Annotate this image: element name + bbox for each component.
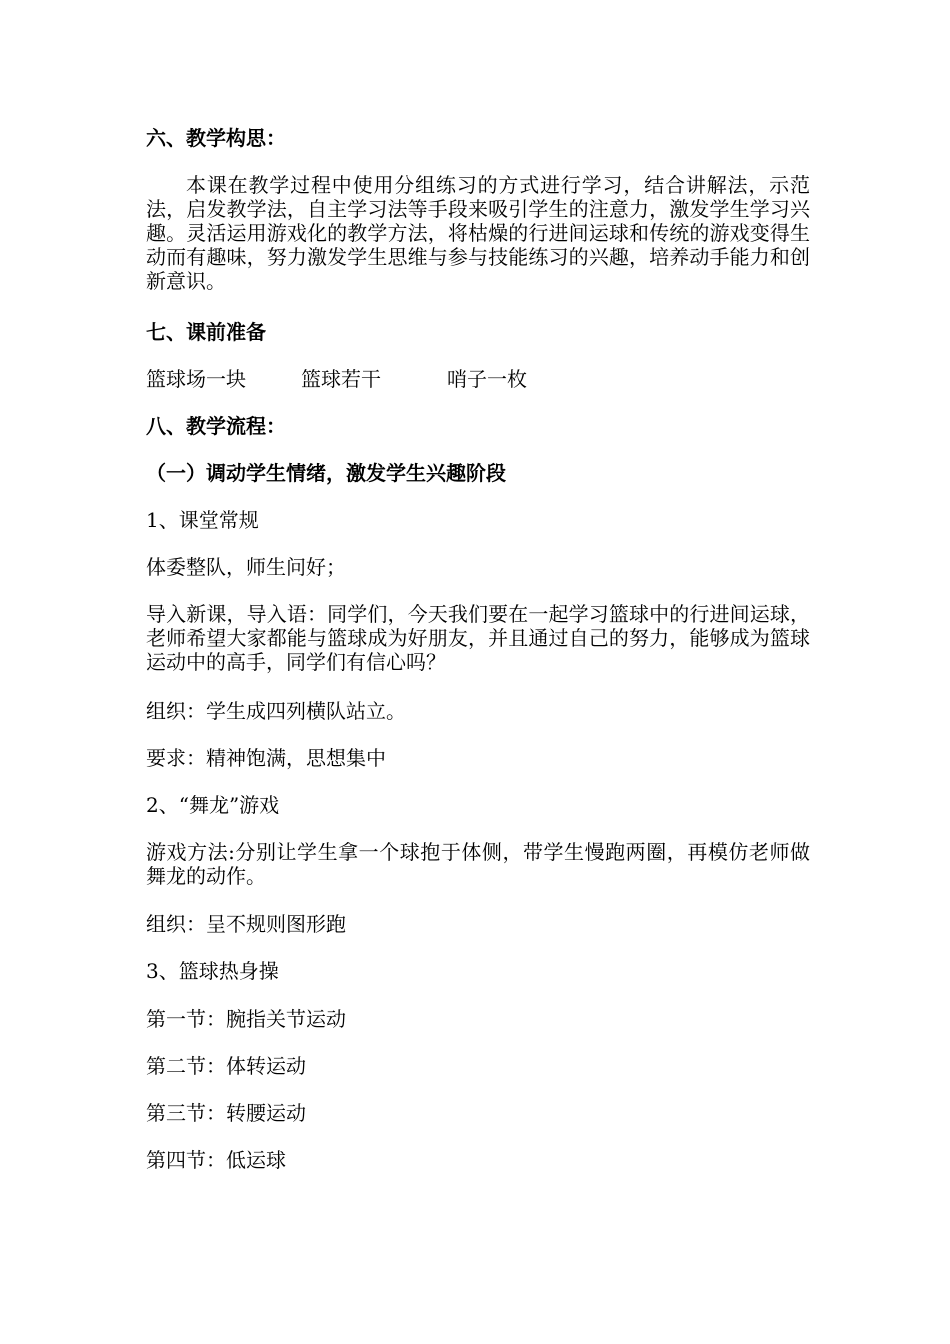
- item-3-section-3: 第三节：转腰运动: [146, 1101, 306, 1125]
- item-1-organization: 组织：学生成四列横队站立。: [146, 699, 406, 723]
- item-1-line: 体委整队，师生问好；: [146, 555, 346, 579]
- section-6-heading: 六、教学构思：: [146, 126, 286, 150]
- item-1-requirement: 要求：精神饱满，思想集中: [146, 746, 386, 770]
- prep-items: [146, 367, 810, 391]
- prep-item-court: 篮球场一块: [146, 367, 246, 391]
- section-8-heading: 八、教学流程：: [146, 414, 286, 438]
- item-2-title: 2、“舞龙”游戏: [146, 793, 280, 817]
- section-6-paragraph: 本课在教学过程中使用分组练习的方式进行学习，结合讲解法，示范法，启发教学法，自主学习法等手段来吸引学生的注意力，激发学生学习兴趣。灵活运用游戏化的教学方法，将枯燥的行进间运球和传统的游戏变得生动而有趣味，努力激发学生思维与参与技能练习的兴趣，培养动手能力和创新意识。: [146, 173, 810, 293]
- stage-1-heading: （一）调动学生情绪，激发学生兴趣阶段: [146, 461, 506, 485]
- item-1-intro: 导入新课，导入语：同学们，今天我们要在一起学习篮球中的行进间运球，老师希望大家都能与篮球成为好朋友，并且通过自己的努力，能够成为篮球运动中的高手，同学们有信心吗？: [146, 602, 810, 674]
- prep-item-balls: 篮球若干: [301, 367, 381, 391]
- prep-item-whistle: 哨子一枚: [447, 367, 527, 391]
- item-1-title: 1、课堂常规: [146, 508, 259, 532]
- item-3-title: 3、篮球热身操: [146, 959, 279, 983]
- item-3-section-1: 第一节：腕指关节运动: [146, 1007, 346, 1031]
- item-2-organization: 组织：呈不规则图形跑: [146, 912, 346, 936]
- item-3-section-2: 第二节：体转运动: [146, 1054, 306, 1078]
- item-3-section-4: 第四节：低运球: [146, 1148, 286, 1172]
- item-2-method: 游戏方法:分别让学生拿一个球抱于体侧，带学生慢跑两圈，再模仿老师做舞龙的动作。: [146, 840, 810, 888]
- section-7-heading: 七、课前准备: [146, 320, 266, 344]
